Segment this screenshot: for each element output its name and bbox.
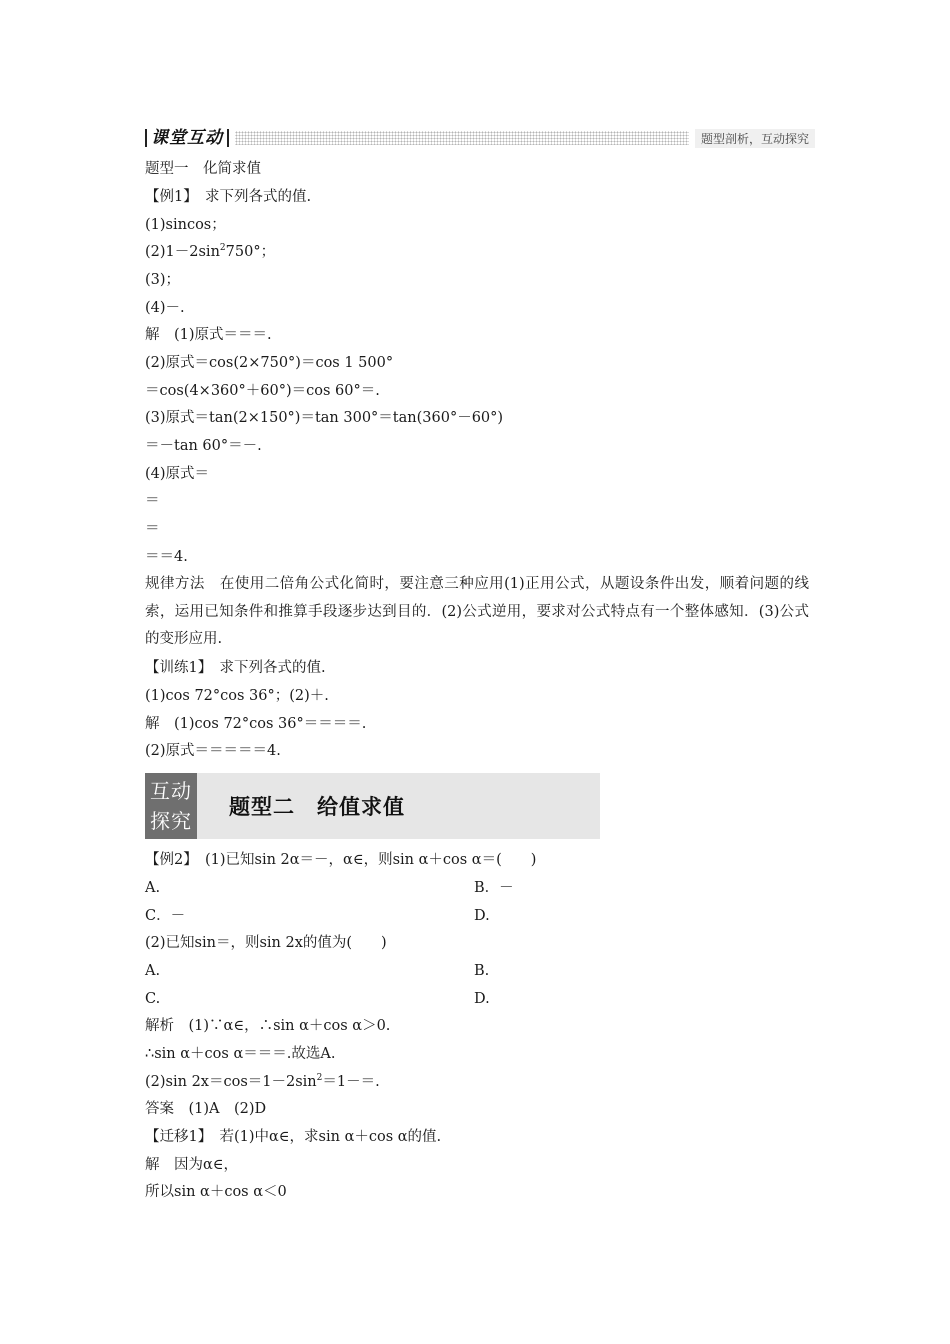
section-header-title: 课堂互动: [145, 129, 229, 147]
solution1-line-8: ＝: [145, 521, 160, 537]
example1-item-4: (4)－.: [145, 300, 185, 316]
training1-solution-1: 解 (1)cos 72°cos 36°＝＝＝＝.: [145, 716, 367, 732]
q1-option-d: D.: [474, 908, 490, 924]
training1-label: 【训练1】 求下列各式的值.: [145, 660, 326, 676]
analysis-line-2: ∴sin α＋cos α＝＝＝.故选A.: [145, 1046, 336, 1062]
solution1-line-5: ＝－tan 60°＝－.: [145, 438, 262, 454]
analysis-line-1: 解析 (1)∵α∈，∴sin α＋cos α＞0.: [145, 1018, 391, 1034]
transfer1-label: 【迁移1】 若(1)中α∈，求sin α＋cos α的值.: [145, 1129, 442, 1145]
q2-option-d: D.: [474, 991, 490, 1007]
solution1-line-6: (4)原式＝: [145, 466, 210, 482]
q1-option-b: B．－: [474, 880, 514, 896]
section2-banner: [145, 773, 600, 839]
section1-title: 题型一 化简求值: [145, 161, 261, 177]
answer-line: 答案 (1)A (2)D: [145, 1101, 267, 1117]
solution1-line-3: ＝cos(4×360°＋60°)＝cos 60°＝.: [145, 383, 380, 399]
training1-question: (1)cos 72°cos 36°；(2)＋.: [145, 688, 329, 704]
q1-option-c: C．－: [145, 908, 186, 924]
header-dotted-rule: [235, 131, 689, 145]
example2-question-1: 【例2】 (1)已知sin 2α＝－，α∈，则sin α＋cos α＝( ): [145, 852, 537, 868]
solution1-line-7: ＝: [145, 493, 160, 509]
training1-solution-2: (2)原式＝＝＝＝＝4.: [145, 743, 281, 759]
method-note: 规律方法 在使用二倍角公式化简时，要注意三种应用(1)正用公式，从题设条件出发，顺着问题的线索，运用已知条件和推算手段逐步达到目的．(2)公式逆用，要求对公式特点有一个整体感知．(3)公式的变形应用.: [145, 576, 809, 648]
example1-label: 【例1】 求下列各式的值.: [145, 189, 312, 205]
q2-option-a: A.: [145, 963, 161, 979]
section-header: [145, 127, 815, 149]
example1-item-1: (1)sincos；: [145, 217, 226, 233]
solution1-line-4: (3)原式＝tan(2×150°)＝tan 300°＝tan(360°－60°): [145, 410, 504, 426]
section2-title: 题型二 给值求值: [229, 795, 405, 819]
section-header-subtitle: 题型剖析，互动探究: [695, 129, 815, 148]
q1-option-a: A.: [145, 880, 161, 896]
banner-tag: 互动 探究: [145, 773, 197, 839]
solution1-line-1: 解 (1)原式＝＝＝.: [145, 327, 272, 343]
analysis-line-3: (2)sin $2x=\cos=1-2\sin^2=1-=$.: [145, 1073, 380, 1090]
example1-item-2: $(2)1-2\sin^2750^\circ$；: [145, 243, 276, 260]
transfer1-solution-2: 所以sin α＋cos α＜0: [145, 1184, 287, 1200]
q2-option-c: C.: [145, 991, 161, 1007]
q2-option-b: B.: [474, 963, 490, 979]
solution1-line-9: ＝＝4.: [145, 549, 188, 565]
example2-question-2: (2)已知sin＝，则sin 2x的值为( ): [145, 935, 387, 951]
transfer1-solution-1: 解 因为α∈，: [145, 1157, 239, 1173]
solution1-line-2: (2)原式＝cos(2×750°)＝cos 1 500°: [145, 355, 394, 371]
example1-item-3: (3)；: [145, 272, 181, 288]
